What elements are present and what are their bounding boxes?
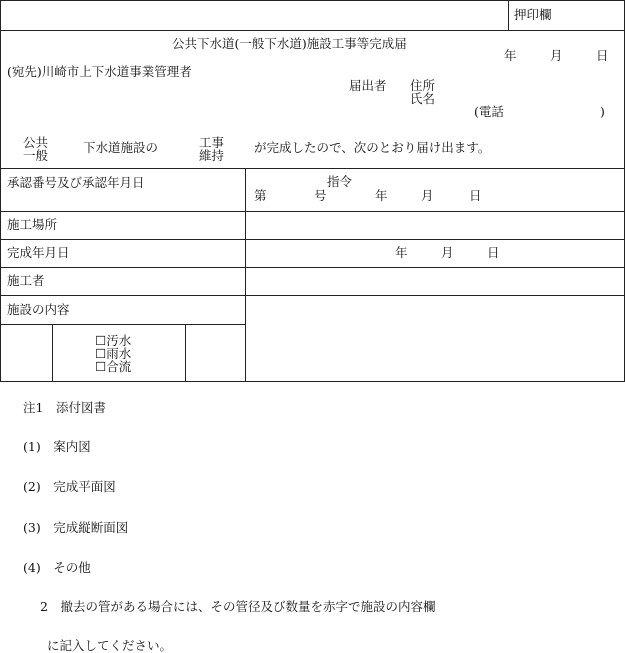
checkbox-rainwater[interactable]: ☐雨水 <box>95 346 132 361</box>
option-public: 公共 <box>23 135 49 150</box>
row-label-approval: 承認番号及び承認年月日 <box>7 175 145 190</box>
completion-year: 年 <box>395 245 408 260</box>
note-1-title: 注1 添付図書 <box>23 400 106 415</box>
option-work: 工事 <box>199 135 225 150</box>
approval-go: 号 <box>314 188 327 203</box>
note-item-3: (3) 完成縦断面図 <box>23 520 129 535</box>
applicant-label: 届出者 <box>349 78 387 93</box>
approval-directive: 指令 <box>327 174 353 189</box>
stamp-bottom-border <box>0 30 625 31</box>
facility-type-checklist <box>95 334 131 373</box>
approval-month: 月 <box>421 188 434 203</box>
addressee: (宛先)川崎市上下水道事業管理者 <box>7 64 192 79</box>
option-general: 一般 <box>23 148 49 163</box>
row-label-site: 施工場所 <box>7 217 58 232</box>
row-label-facility-contents: 施設の内容 <box>7 302 70 317</box>
name-label: 氏名 <box>410 91 436 106</box>
table-bottom-border <box>0 381 625 382</box>
option-maintenance: 維持 <box>199 148 225 163</box>
address-label: 住所 <box>410 78 436 93</box>
note-2-line-2: に記入してください。 <box>47 638 173 653</box>
note-item-2: (2) 完成平面図 <box>23 479 116 494</box>
statement-option-public-general <box>23 136 48 162</box>
header-month-label: 月 <box>550 48 563 63</box>
checkbox-combined[interactable]: ☐合流 <box>95 359 132 374</box>
row-separator-1 <box>0 211 625 212</box>
row-separator-4 <box>0 295 625 296</box>
facility-subcell-divider-2 <box>185 324 186 382</box>
approval-dai: 第 <box>254 188 267 203</box>
top-border <box>0 0 625 1</box>
row-separator-2 <box>0 239 625 240</box>
row-separator-3 <box>0 267 625 268</box>
row-label-contractor: 施工者 <box>7 273 45 288</box>
row-separator-5 <box>0 324 246 325</box>
stamp-label: 押印欄 <box>514 7 552 22</box>
statement-option-work-maintenance <box>199 136 224 162</box>
phone-close: ) <box>600 104 605 119</box>
statement-middle: 下水道施設の <box>83 140 159 155</box>
completion-month: 月 <box>441 245 454 260</box>
approval-day: 日 <box>469 188 482 203</box>
stamp-box-divider <box>508 0 509 30</box>
note-item-4: (4) その他 <box>23 560 91 575</box>
header-year-label: 年 <box>504 48 517 63</box>
note-item-1: (1) 案内図 <box>23 439 91 454</box>
facility-subcell-divider-1 <box>52 324 53 382</box>
row-label-completion-date: 完成年月日 <box>7 245 70 260</box>
header-bottom-border <box>0 168 625 169</box>
checkbox-sewage[interactable]: ☐汚水 <box>95 333 132 348</box>
phone-label: (電話 <box>474 104 504 119</box>
statement-tail: が完成したので、次のとおり届け出ます。 <box>254 140 491 155</box>
note-2-line-1: 2 撤去の管がある場合には、その管径及び数量を赤字で施設の内容欄 <box>40 599 436 614</box>
completion-day: 日 <box>487 245 500 260</box>
header-day-label: 日 <box>596 48 609 63</box>
approval-year: 年 <box>375 188 388 203</box>
table-center-divider <box>245 168 246 382</box>
form-title: 公共下水道(一般下水道)施設工事等完成届 <box>172 36 407 51</box>
